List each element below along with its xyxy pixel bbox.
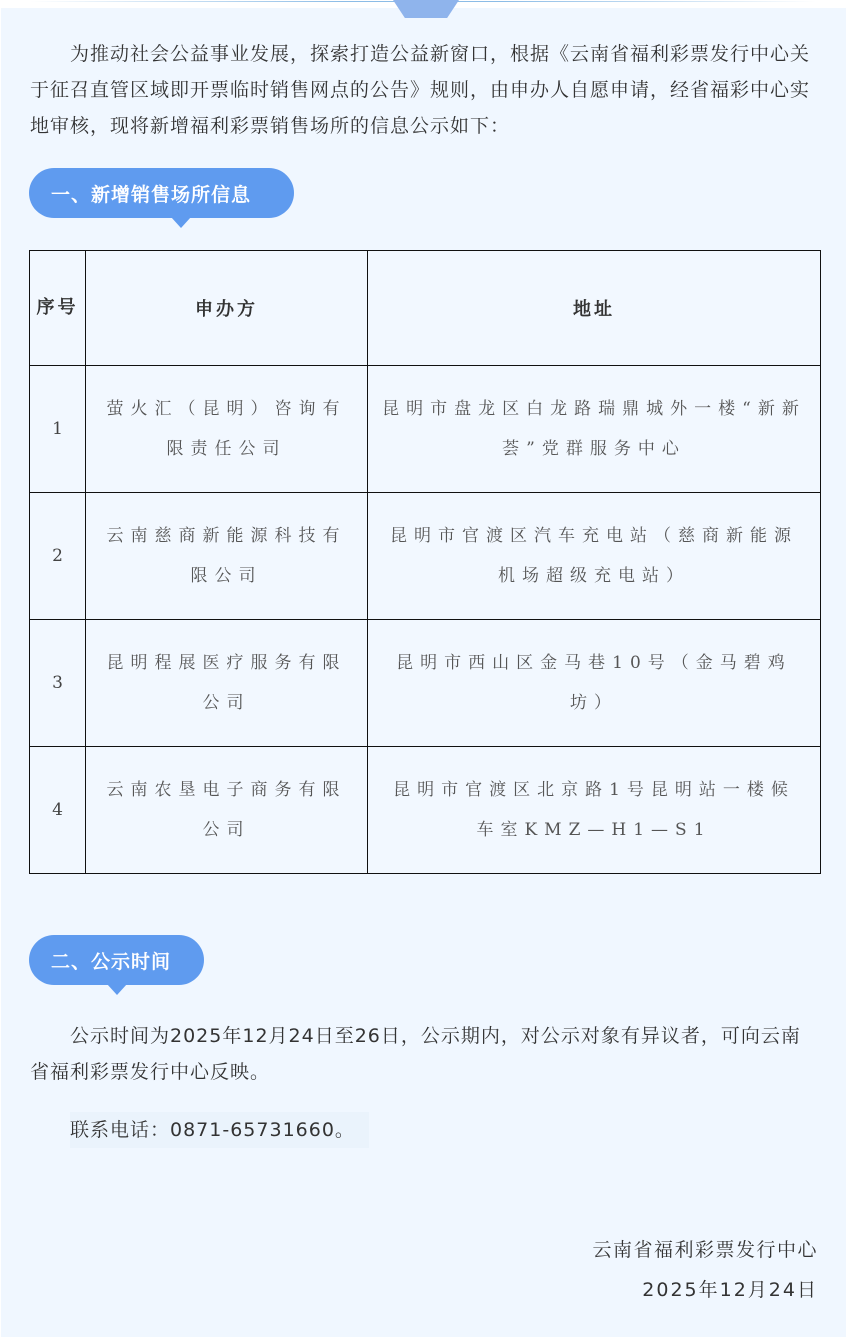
row-address: 昆明市西山区金马巷10号（金马碧鸡坊） <box>368 620 821 747</box>
row-organizer: 昆明程展医疗服务有限公司 <box>86 620 368 747</box>
header-seq: 序号 <box>30 251 86 366</box>
row-address: 昆明市盘龙区白龙路瑞鼎城外一楼“新新荟”党群服务中心 <box>368 366 821 493</box>
publicity-paragraph: 公示时间为2025年12月24日至26日，公示期内，对公示对象有异议者，可向云南省福利彩票发行中心反映。 <box>30 1025 801 1083</box>
table-row <box>30 366 821 493</box>
header-organizer: 申办方 <box>86 251 368 366</box>
section-2-title: 二、公示时间 <box>51 950 172 973</box>
table-row <box>30 620 821 747</box>
row-seq: 1 <box>30 366 86 493</box>
row-organizer: 云南慈商新能源科技有限公司 <box>86 493 368 620</box>
sites-table <box>29 250 821 874</box>
table-row <box>30 747 821 874</box>
header-address: 地址 <box>368 251 821 366</box>
row-organizer: 萤火汇（昆明）咨询有限责任公司 <box>86 366 368 493</box>
signature-date: 2025年12月24日 <box>642 1279 818 1301</box>
row-address: 昆明市官渡区北京路1号昆明站一楼候车室KMZ—H1—S1 <box>368 747 821 874</box>
row-seq: 4 <box>30 747 86 874</box>
row-organizer: 云南农垦电子商务有限公司 <box>86 747 368 874</box>
table-header-row <box>30 251 821 366</box>
table-row <box>30 493 821 620</box>
speech-tail-icon <box>171 217 191 228</box>
row-seq: 2 <box>30 493 86 620</box>
row-seq: 3 <box>30 620 86 747</box>
section-1-badge <box>29 168 294 218</box>
signature-org: 云南省福利彩票发行中心 <box>592 1239 818 1261</box>
speech-tail-icon <box>107 984 127 995</box>
row-address: 昆明市官渡区汽车充电站（慈商新能源机场超级充电站） <box>368 493 821 620</box>
section-2-badge <box>29 935 204 985</box>
contact-phone: 联系电话：0871-65731660。 <box>70 1112 369 1148</box>
intro-paragraph: 为推动社会公益事业发展，探索打造公益新窗口，根据《云南省福利彩票发行中心关于征召直管区域即开票临时销售网点的公告》规则，由申办人自愿申请，经省福彩中心实地审核，现将新增福利彩票销售场所的信息公示如下： <box>30 43 811 137</box>
section-1-title: 一、新增销售场所信息 <box>51 183 252 206</box>
